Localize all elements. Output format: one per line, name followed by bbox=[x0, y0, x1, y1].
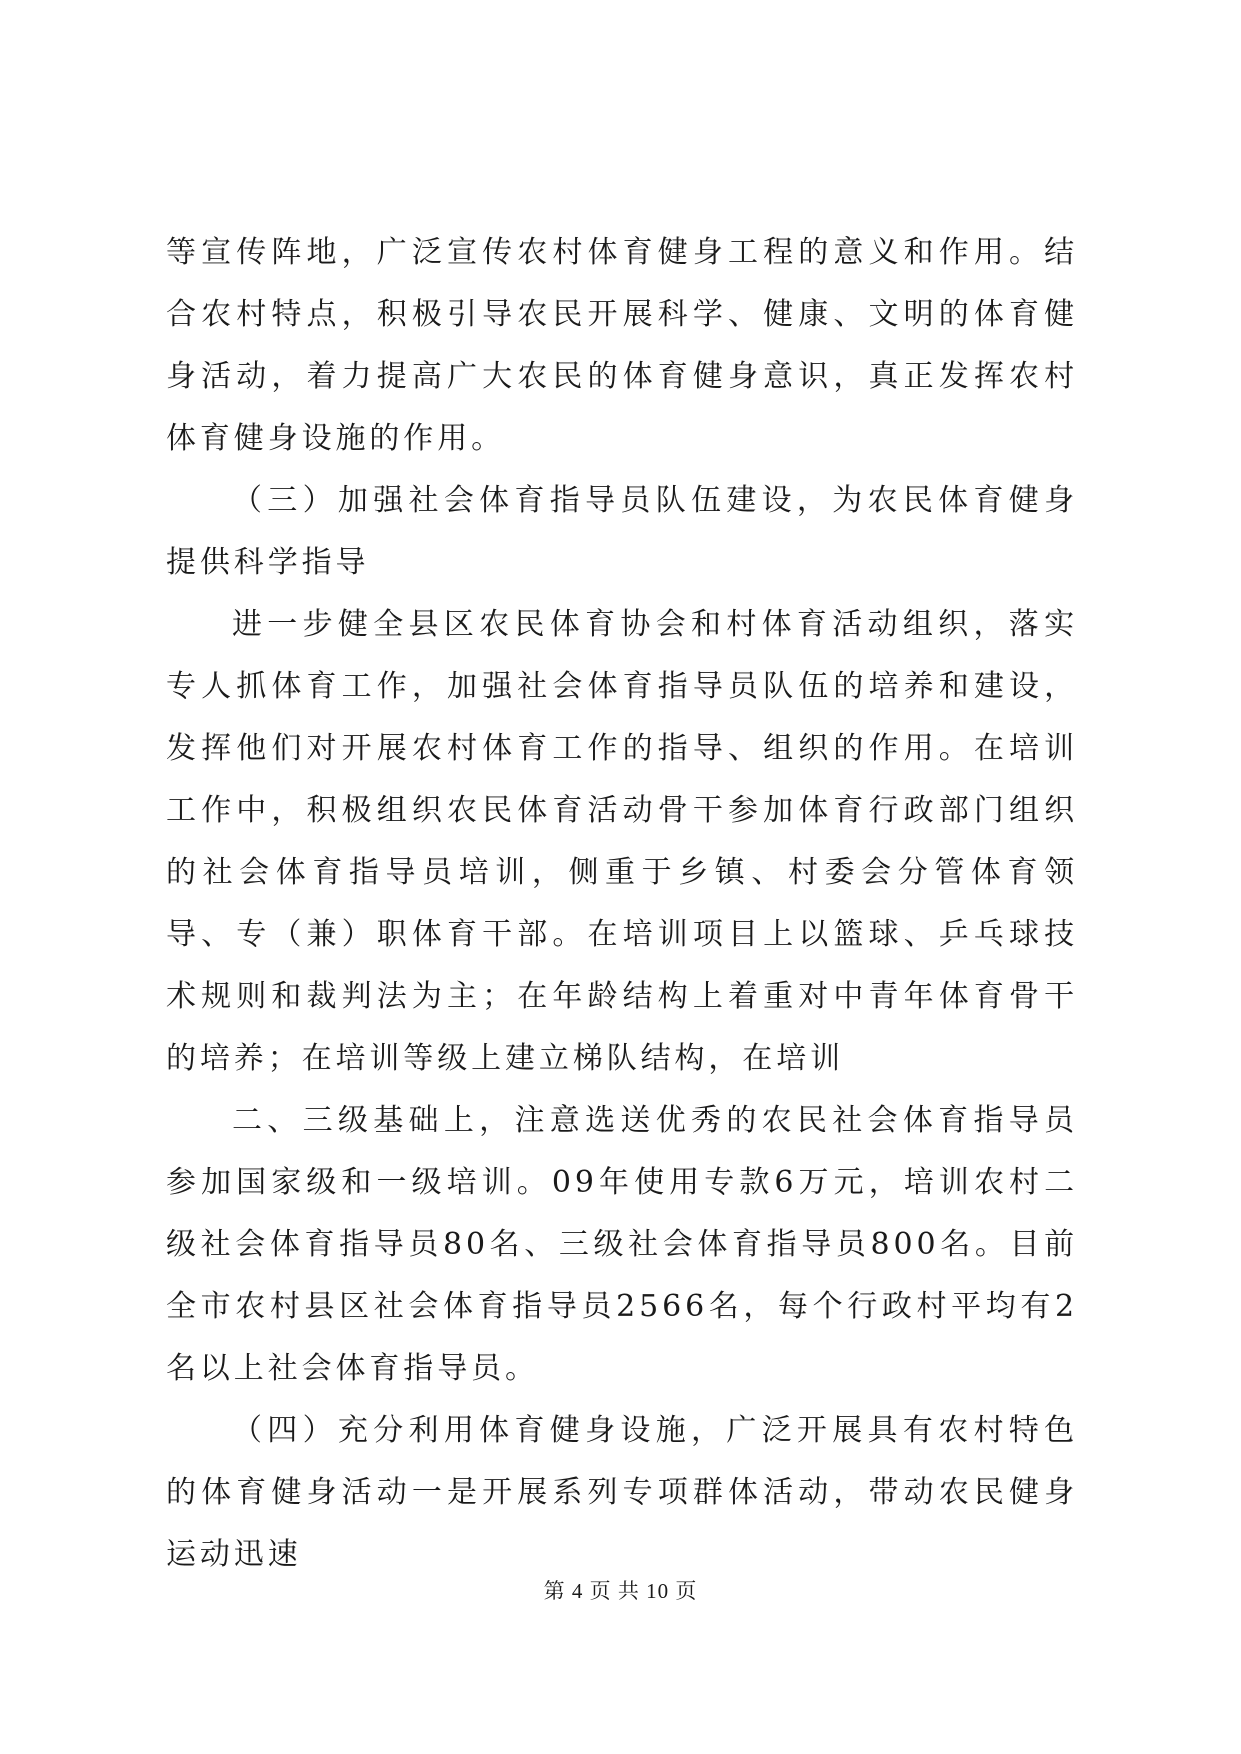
section-heading-4: （四）充分利用体育健身设施，广泛开展具有农村特色的体育健身活动一是开展系列专项群体活动，带动农民健身运动迅速 bbox=[166, 1413, 1078, 1572]
document-body bbox=[166, 222, 1078, 1586]
paragraph-continued: 等宣传阵地，广泛宣传农村体育健身工程的意义和作用。结合农村特点，积极引导农民开展科学、健康、文明的体育健身活动，着力提高广大农民的体育健身意识，真正发挥农村体育健身设施的作用。 bbox=[166, 235, 1078, 456]
section-heading-3: （三）加强社会体育指导员队伍建设，为农民体育健身提供科学指导 bbox=[166, 483, 1078, 580]
paragraph: 二、三级基础上，注意选送优秀的农民社会体育指导员参加国家级和一级培训。09年使用专款6万元，培训农村二级社会体育指导员80名、三级社会体育指导员800名。目前全市农村县区社会体育指导员2566名，每个行政村平均有2名以上社会体育指导员。 bbox=[166, 1103, 1078, 1386]
page-number-footer: 第 4 页 共 10 页 bbox=[543, 1579, 698, 1603]
paragraph: 进一步健全县区农民体育协会和村体育活动组织，落实专人抓体育工作，加强社会体育指导员队伍的培养和建设，发挥他们对开展农村体育工作的指导、组织的作用。在培训工作中，积极组织农民体育活动骨干参加体育行政部门组织的社会体育指导员培训，侧重于乡镇、村委会分管体育领导、专（兼）职体育干部。在培训项目上以篮球、乒乓球技术规则和裁判法为主；在年龄结构上着重对中青年体育骨干的培养；在培训等级上建立梯队结构，在培训 bbox=[166, 607, 1078, 1076]
